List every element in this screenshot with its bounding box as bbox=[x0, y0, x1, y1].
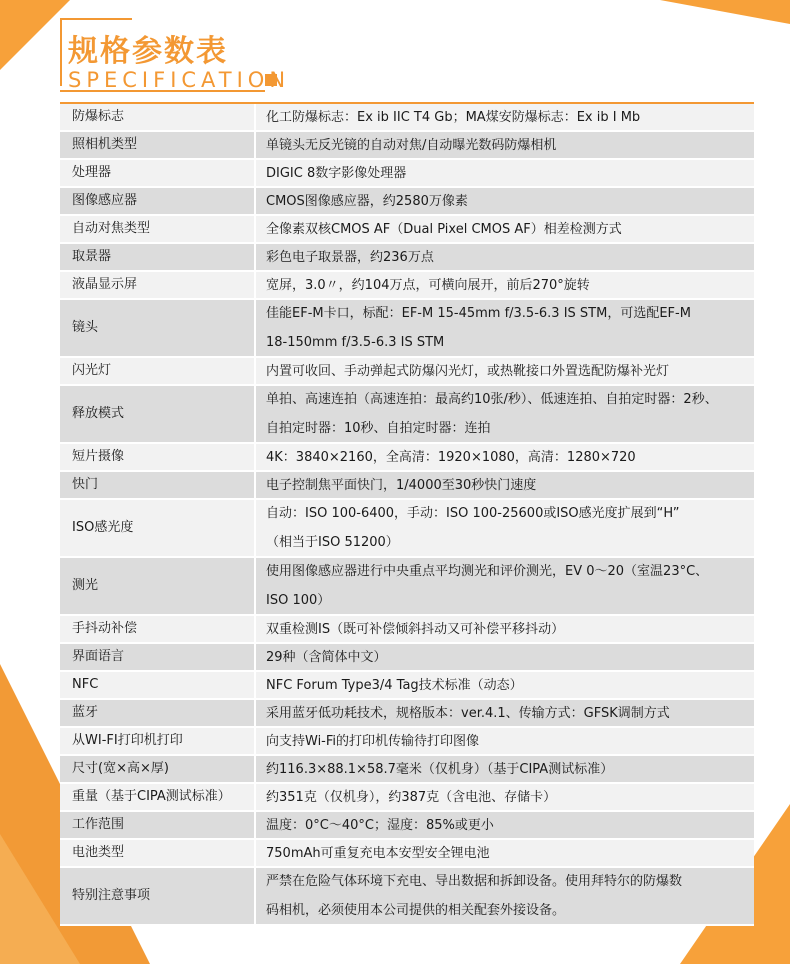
spec-value bbox=[256, 132, 754, 160]
spec-row bbox=[60, 160, 754, 188]
spec-value-line: 双重检测IS（既可补偿倾斜抖动又可补偿平移抖动） bbox=[266, 621, 565, 637]
spec-label: 处理器 bbox=[60, 160, 256, 188]
spec-value-line: 佳能EF-M卡口，标配：EF-M 15-45mm f/3.5-6.3 IS STM，可选配EF-M bbox=[266, 306, 691, 321]
spec-value bbox=[256, 300, 754, 358]
spec-value-line: 向支持Wi-Fi的打印机传输待打印图像 bbox=[266, 733, 480, 749]
spec-value-line: 单拍、高速连拍（高速连拍：最高约10张/秒）、低速连拍、自拍定时器：2秒、 bbox=[266, 392, 718, 407]
spec-value-line: 化工防爆标志：Ex ib IIC T4 Gb；MA煤安防爆标志：Ex ib I Mb bbox=[266, 109, 641, 125]
spec-value bbox=[256, 472, 754, 500]
spec-label: 界面语言 bbox=[60, 644, 256, 672]
spec-value-line: 电子控制焦平面快门，1/4000至30秒快门速度 bbox=[266, 477, 537, 493]
spec-label: 自动对焦类型 bbox=[60, 216, 256, 244]
spec-value bbox=[256, 784, 754, 812]
spec-value-line: 严禁在危险气体环境下充电、导出数据和拆卸设备。使用拜特尔的防爆数 bbox=[266, 874, 683, 889]
spec-row bbox=[60, 104, 754, 132]
spec-row bbox=[60, 386, 754, 444]
spec-value bbox=[256, 868, 754, 926]
spec-value-line: ISO 100） bbox=[266, 593, 331, 608]
spec-row bbox=[60, 756, 754, 784]
spec-value-line: 750mAh可重复充电本安型安全锂电池 bbox=[266, 845, 490, 861]
spec-row bbox=[60, 728, 754, 756]
spec-row bbox=[60, 558, 754, 616]
spec-value bbox=[256, 672, 754, 700]
spec-value-line: 自动：ISO 100-6400，手动：ISO 100-25600或ISO感光度扩展到“H” bbox=[266, 506, 680, 521]
spec-row bbox=[60, 812, 754, 840]
spec-value-line: （相当于ISO 51200） bbox=[266, 535, 399, 550]
spec-label: 释放模式 bbox=[60, 386, 256, 444]
spec-label: 闪光灯 bbox=[60, 358, 256, 386]
spec-label: 从WI-FI打印机打印 bbox=[60, 728, 256, 756]
spec-row bbox=[60, 840, 754, 868]
spec-label: 液晶显示屏 bbox=[60, 272, 256, 300]
spec-value-line: NFC Forum Type3/4 Tag技术标准（动态） bbox=[266, 677, 523, 693]
spec-label: NFC bbox=[60, 672, 256, 700]
spec-row bbox=[60, 784, 754, 812]
spec-label: 快门 bbox=[60, 472, 256, 500]
spec-value-line: 全像素双核CMOS AF（Dual Pixel CMOS AF）相差检测方式 bbox=[266, 221, 622, 237]
spec-row bbox=[60, 644, 754, 672]
spec-value-line: CMOS图像感应器，约2580万像素 bbox=[266, 193, 468, 209]
spec-row bbox=[60, 300, 754, 358]
spec-value bbox=[256, 500, 754, 558]
spec-value bbox=[256, 756, 754, 784]
spec-value-line: 单镜头无反光镜的自动对焦/自动曝光数码防爆相机 bbox=[266, 137, 557, 153]
spec-label: 照相机类型 bbox=[60, 132, 256, 160]
header-bracket-top bbox=[60, 18, 132, 20]
spec-value-line: 约116.3×88.1×58.7毫米（仅机身）（基于CIPA测试标准） bbox=[266, 761, 614, 777]
spec-value bbox=[256, 812, 754, 840]
spec-value-line: 29种（含简体中文） bbox=[266, 649, 387, 665]
header-bracket-vertical bbox=[60, 18, 62, 86]
spec-value-line: 码相机，必须使用本公司提供的相关配套外接设备。 bbox=[266, 903, 566, 918]
spec-row bbox=[60, 472, 754, 500]
spec-row bbox=[60, 216, 754, 244]
spec-value-line: 自拍定时器：10秒、自拍定时器：连拍 bbox=[266, 421, 491, 436]
spec-label: 尺寸(宽×高×厚) bbox=[60, 756, 256, 784]
spec-row bbox=[60, 272, 754, 300]
spec-value-line: 使用图像感应器进行中央重点平均测光和评价测光，EV 0～20（室温23°C、 bbox=[266, 564, 709, 579]
spec-value bbox=[256, 160, 754, 188]
spec-value bbox=[256, 272, 754, 300]
spec-value bbox=[256, 244, 754, 272]
spec-value bbox=[256, 216, 754, 244]
spec-label: 蓝牙 bbox=[60, 700, 256, 728]
spec-value-line: 彩色电子取景器，约236万点 bbox=[266, 249, 434, 265]
spec-label: 图像感应器 bbox=[60, 188, 256, 216]
spec-value-line: 宽屏，3.0〃，约104万点，可横向展开，前后270°旋转 bbox=[266, 277, 590, 293]
spec-label: ISO感光度 bbox=[60, 500, 256, 558]
corner-decoration-top-right bbox=[660, 0, 790, 24]
spec-table bbox=[60, 104, 754, 926]
spec-label: 特别注意事项 bbox=[60, 868, 256, 926]
spec-value bbox=[256, 700, 754, 728]
spec-value-line: 约351克（仅机身），约387克（含电池、存储卡） bbox=[266, 789, 557, 805]
spec-row bbox=[60, 444, 754, 472]
spec-value-line: 18-150mm f/3.5-6.3 IS STM bbox=[266, 335, 445, 350]
spec-value bbox=[256, 558, 754, 616]
spec-label: 防爆标志 bbox=[60, 104, 256, 132]
spec-row bbox=[60, 188, 754, 216]
spec-value bbox=[256, 386, 754, 444]
spec-label: 镜头 bbox=[60, 300, 256, 358]
spec-row bbox=[60, 244, 754, 272]
spec-row bbox=[60, 358, 754, 386]
spec-label: 短片摄像 bbox=[60, 444, 256, 472]
spec-value bbox=[256, 840, 754, 868]
spec-value-line: 采用蓝牙低功耗技术，规格版本：ver.4.1、传输方式：GFSK调制方式 bbox=[266, 705, 670, 721]
spec-label: 电池类型 bbox=[60, 840, 256, 868]
page-title: 规格参数表 bbox=[68, 34, 228, 69]
spec-value bbox=[256, 616, 754, 644]
page-subtitle: SPECIFICATION bbox=[68, 68, 291, 92]
spec-label: 取景器 bbox=[60, 244, 256, 272]
spec-label: 测光 bbox=[60, 558, 256, 616]
page-header bbox=[60, 10, 480, 100]
spec-value-line: 4K：3840×2160，全高清：1920×1080，高清：1280×720 bbox=[266, 449, 636, 465]
spec-value bbox=[256, 728, 754, 756]
spec-value bbox=[256, 104, 754, 132]
spec-value bbox=[256, 188, 754, 216]
spec-row bbox=[60, 500, 754, 558]
spec-value-line: 温度：0°C～40°C；湿度：85%或更小 bbox=[266, 817, 494, 833]
spec-label: 手抖动补偿 bbox=[60, 616, 256, 644]
spec-value bbox=[256, 358, 754, 386]
spec-row bbox=[60, 616, 754, 644]
spec-value-line: DIGIC 8数字影像处理器 bbox=[266, 165, 407, 181]
spec-value bbox=[256, 444, 754, 472]
spec-row bbox=[60, 672, 754, 700]
spec-value bbox=[256, 644, 754, 672]
spec-row bbox=[60, 132, 754, 160]
spec-label: 工作范围 bbox=[60, 812, 256, 840]
spec-label: 重量（基于CIPA测试标准） bbox=[60, 784, 256, 812]
spec-row bbox=[60, 700, 754, 728]
spec-value-line: 内置可收回、手动弹起式防爆闪光灯，或热靴接口外置选配防爆补光灯 bbox=[266, 363, 670, 379]
spec-row bbox=[60, 868, 754, 926]
